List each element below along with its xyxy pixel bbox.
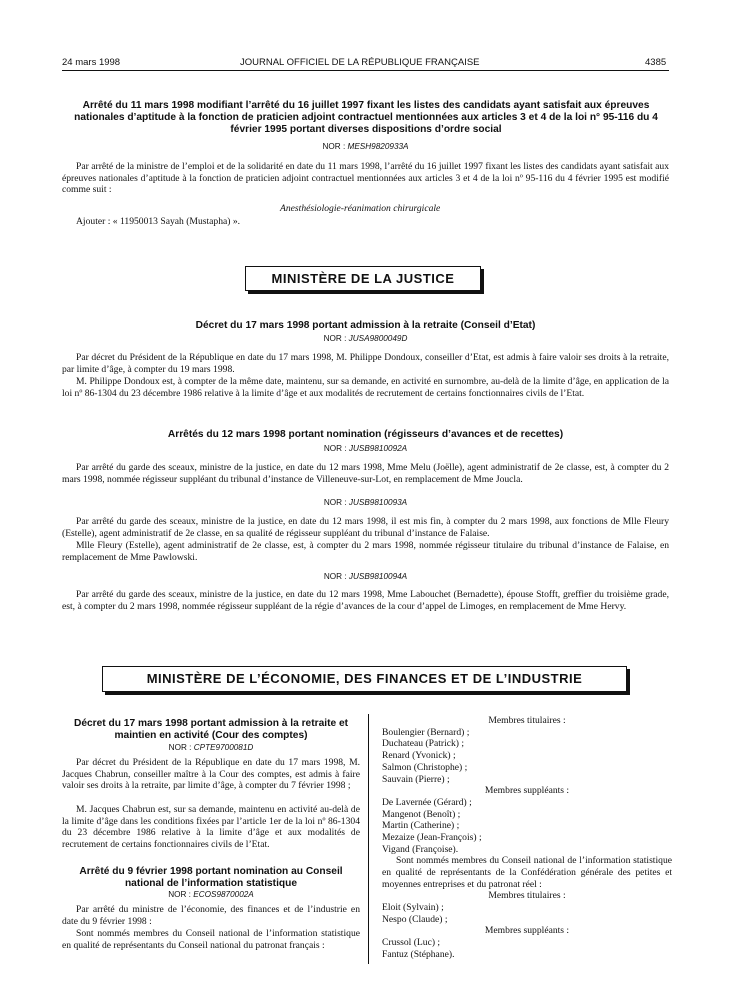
list-item: Vigand (Françoise).	[382, 843, 459, 855]
list-item: Crussol (Luc) ;	[382, 937, 441, 949]
ministry-justice-heading: MINISTÈRE DE LA JUSTICE	[245, 266, 481, 291]
s1-title: Arrêté du 11 mars 1998 modifiant l’arrêté du 16 juillet 1997 fixant les listes des candidats ayant satisfait aux épreuves nationales d’aptitude à la fonction de praticien adjoint contractuel mentionnées aux articles 3 et 4 de la loi n° 95-116 du 4 février 1995 portant diverses dispositions d’ordre social	[74, 100, 658, 135]
nor-label: NOR :	[168, 743, 192, 752]
list-item: Mezaize (Jean-François) ;	[382, 832, 482, 844]
list-item: Sauvain (Pierre) ;	[382, 773, 450, 785]
nor-label: NOR :	[323, 572, 347, 581]
ministry-economie-heading: MINISTÈRE DE L’ÉCONOMIE, DES FINANCES ET DE L’INDUSTRIE	[102, 666, 627, 692]
titulaires-label: Membres titulaires :	[488, 715, 566, 726]
s3-nor-1	[62, 444, 669, 453]
s3-nor-3	[62, 572, 669, 581]
column-divider	[368, 714, 369, 964]
list-item: De Lavernée (Gérard) ;	[382, 796, 472, 808]
header-date: 24 mars 1998	[62, 57, 121, 68]
nor-code: JUSA9800049D	[348, 334, 408, 343]
s2-title: Décret du 17 mars 1998 portant admission à la retraite (Conseil d’Etat)	[195, 320, 536, 331]
list-item: Fantuz (Stéphane).	[382, 948, 455, 960]
list-item: Mangenot (Benoît) ;	[382, 808, 461, 820]
list-item: Martin (Catherine) ;	[382, 820, 460, 832]
header-rule	[62, 70, 669, 71]
nor-code: JUSB9810094A	[348, 572, 408, 581]
nor-code: CPTE9700081D	[193, 743, 254, 752]
suppleants-label-2: Membres suppléants :	[484, 925, 570, 937]
s1-nor	[62, 142, 669, 151]
s4-title: Décret du 17 mars 1998 portant admission à la retraite et maintien en activité (Cour des comptes)	[73, 718, 349, 741]
s1-ajouter: Ajouter : « 11950013 Sayah (Mustapha) ».	[76, 216, 241, 227]
s3-paragraph-3: Mlle Fleury (Estelle), agent administratif de 2e classe, est, à compter du 2 mars 1998, nommée régisseur titulaire du tribunal d’instance de Falaise, en remplacement de Mme Pawlowski.	[62, 540, 669, 563]
s2-paragraph-2: M. Philippe Dondoux est, à compter de la même date, maintenu, sur sa demande, en activité en surnombre, au-delà de la limite d’âge, en application de la loi nº 86-1304 du 23 décembre 1986 relative à la limite d’âge et aux modalités de recrutement de certains fonctionnaires civils de l’Etat.	[62, 376, 669, 399]
right-column	[382, 715, 672, 960]
s1-paragraph: Par arrêté de la ministre de l’emploi et de la solidarité en date du 11 mars 1998, l’arrêté du 16 juillet 1997 fixant les listes des candidats ayant satisfait aux épreuves nationales d’aptitude à la fonction de praticien adjoint contractuel mentionnées aux articles 3 et 4 de la loi nº 95-116 du 4 février 1995 est modifié comme suit :	[62, 161, 669, 196]
nor-label: NOR :	[322, 142, 346, 151]
s3-paragraph-2: Par arrêté du garde des sceaux, ministre de la justice, en date du 12 mars 1998, il est mis fin, à compter du 2 mars 1998, aux fonctions de Mlle Fleury (Estelle), agent administratif de 2e classe, en sa qualité de régisseur suppléant du tribunal d’instance de Falaise.	[62, 516, 669, 539]
s3-paragraph-4: Par arrêté du garde des sceaux, ministre de la justice, en date du 12 mars 1998, Mme Labouchet (Bernadette), épouse Stofft, greffier du troisième grade, est, à compter du 2 mars 1998, nommée régisseur suppléant de la régie d’avances de la cour d’appel de Limoges, en remplacement de Mme Hervy.	[62, 589, 669, 612]
s1-speciality: Anesthésiologie-réanimation chirurgicale	[280, 203, 441, 214]
s5-paragraph-2: Sont nommés membres du Conseil national de l’information statistique en qualité de représentants du Conseil national du patronat français :	[62, 928, 360, 951]
list-item: Salmon (Christophe) ;	[382, 761, 468, 773]
nor-code: MESH9820933A	[347, 142, 409, 151]
nor-code: ECOS9870002A	[193, 890, 254, 899]
s5-nor	[62, 890, 360, 899]
s2-nor	[62, 334, 669, 343]
right-paragraph: Sont nommés membres du Conseil national de l’information statistique en qualité de représentants de la Confédération générale des petites et moyennes entreprises et du patronat réel :	[382, 855, 672, 890]
s4-paragraph-2: M. Jacques Chabrun est, sur sa demande, maintenu en activité au-delà de la limite d’âge dans les conditions fixées par l’article 1er de la loi nº 86-1304 du 23 décembre 1986 relative à la limite d’âge et aux modalités de recrutement de certains fonctionnaires civils de l’Etat.	[62, 804, 360, 850]
s3-title: Arrêtés du 12 mars 1998 portant nomination (régisseurs d’avances et de recettes)	[167, 429, 564, 440]
journal-title: JOURNAL OFFICIEL DE LA RÉPUBLIQUE FRANÇAISE	[240, 57, 480, 68]
nor-label: NOR :	[323, 498, 347, 507]
list-item: Duchateau (Patrick) ;	[382, 738, 465, 750]
nor-code: JUSB9810092A	[348, 444, 408, 453]
s4-nor	[62, 743, 360, 752]
s4-paragraph-1: Par décret du Président de la République en date du 17 mars 1998, M. Jacques Chabrun, conseiller maître à la Cour des comptes, est admis à faire valoir ses droits à la retraite, par limite d’âge, à compter du 7 février 1998 ;	[62, 757, 360, 792]
list-item: Boulengier (Bernard) ;	[382, 726, 470, 738]
list-item: Nespo (Claude) ;	[382, 913, 448, 925]
s5-title: Arrêté du 9 février 1998 portant nomination au Conseil national de l’information statistique	[79, 866, 343, 889]
nor-label: NOR :	[323, 334, 347, 343]
s3-nor-2	[62, 498, 669, 507]
suppleants-label: Membres suppléants :	[484, 785, 570, 797]
nor-label: NOR :	[323, 444, 347, 453]
titulaires-label-2: Membres titulaires :	[488, 890, 566, 902]
list-item: Eloit (Sylvain) ;	[382, 901, 444, 913]
page-number: 4385	[645, 57, 667, 68]
list-item: Renard (Yvonick) ;	[382, 750, 456, 762]
s3-paragraph-1: Par arrêté du garde des sceaux, ministre de la justice, en date du 12 mars 1998, Mme Melu (Joëlle), agent administratif de 2e classe, est, à compter du 2 mars 1998, nommée régisseur suppléant du tribunal d’instance de Villeneuve-sur-Lot, en remplacement de Mme Joucla.	[62, 462, 669, 485]
nor-code: JUSB9810093A	[348, 498, 408, 507]
nor-label: NOR :	[168, 890, 191, 899]
s2-paragraph-1: Par décret du Président de la République en date du 17 mars 1998, M. Philippe Dondoux, conseiller d’Etat, est admis à faire valoir ses droits à la retraite, par limite d’âge, à compter du 19 mars 1998.	[62, 352, 669, 375]
s5-paragraph-1: Par arrêté du ministre de l’économie, des finances et de l’industrie en date du 9 février 1998 :	[62, 904, 360, 927]
